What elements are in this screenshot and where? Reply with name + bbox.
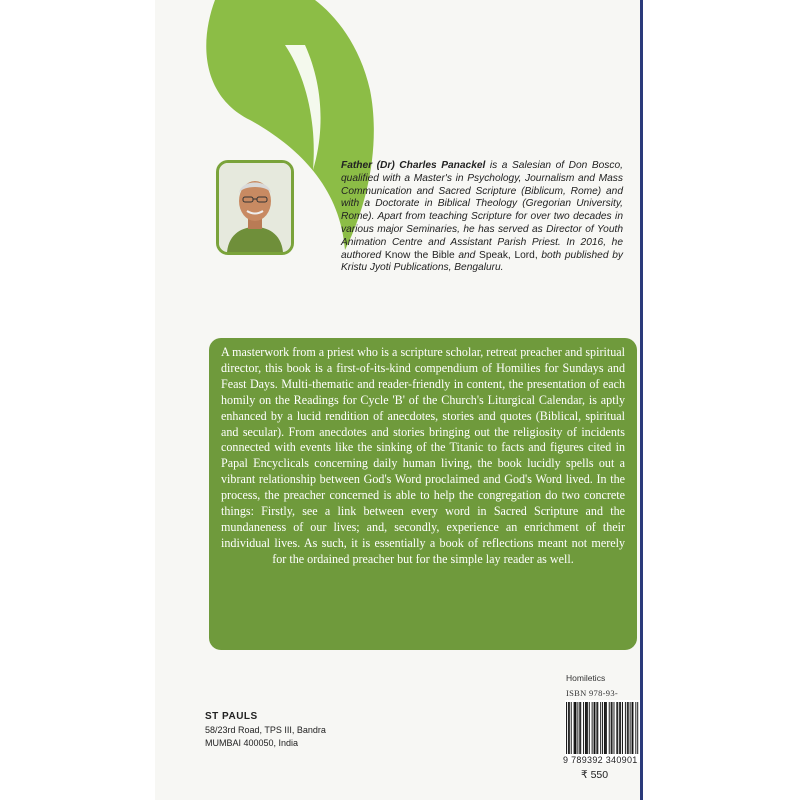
barcode-bar (576, 702, 577, 754)
barcode-bar (622, 702, 623, 754)
barcode-bar (614, 702, 615, 754)
book-category: Homiletics (566, 673, 606, 683)
bio-book-title: Know the Bible (384, 249, 455, 261)
barcode-bar (568, 702, 569, 754)
publisher-name: ST PAULS (205, 711, 258, 722)
barcode-bar (579, 702, 580, 754)
publisher-address: 58/23rd Road, TPS III, Bandra (205, 725, 326, 735)
barcode-bar (592, 702, 593, 754)
barcode-bar (616, 702, 617, 754)
barcode-bar (574, 702, 575, 754)
back-cover (155, 0, 643, 800)
publisher-info (205, 710, 326, 750)
barcode-bar (596, 702, 597, 754)
barcode-icon (565, 700, 640, 756)
barcode-bar (632, 702, 633, 754)
author-name: Father (Dr) Charles Panackel (341, 160, 486, 171)
barcode-bar (637, 702, 638, 754)
barcode-bar (586, 702, 587, 754)
barcode-bar (620, 702, 621, 754)
blurb-panel (209, 338, 637, 650)
book-blurb: A masterwork from a priest who is a scripture scholar, retreat preacher and spiritual director, this book is a first-of-its-kind compendium of Homilies for Sundays and Feast Days. Multi-thematic and reader-friendly in content, the presentation of each homily on the Readings for Cycle 'B' of the Church's Liturgical Calendar, is aptly enhanced by a lucid rendition of anecdotes, stories and quotes (Biblical, spiritual and secular). From anecdotes and stories bringing out the religiosity of incidents connected with events like the sinking of the Titanic to facts and figures cited in Papal Encyclicals concerning daily human living, the book lucidly spells out a vibrant relationship between God's Word proclaimed and God's Word lived. In the process, the preacher concerned is able to help the congregation do two concrete things: Firstly, see a link between every word in Sacred Scripture and the mundaneness of our lives; and, secondly, experience an enrichment of their individual lives. As such, it is essentially a book of reflections meant not merely for the ordained preacher but for the simple lay reader as well. (221, 345, 625, 566)
barcode-bar (612, 702, 613, 754)
barcode-bar (617, 702, 618, 754)
barcode-bar (585, 702, 586, 754)
barcode-bar (633, 702, 634, 754)
barcode-bar (611, 702, 612, 754)
isbn-label: ISBN 978-93- (566, 688, 619, 698)
bio-book-title: Speak, Lord, (479, 249, 538, 261)
author-photo (216, 160, 294, 255)
barcode-bar (625, 702, 626, 754)
barcode-bar (628, 702, 629, 754)
barcode-bar (566, 702, 567, 754)
publisher-city: MUMBAI 400050, India (205, 738, 299, 748)
barcode-bar (595, 702, 596, 754)
barcode-bar (606, 702, 607, 754)
barcode-bar (571, 702, 572, 754)
barcode-bar (577, 702, 578, 754)
barcode-bar (609, 702, 610, 754)
author-bio (341, 160, 623, 275)
bio-text: and (454, 249, 480, 261)
barcode-bar (604, 702, 605, 754)
barcode-bar (597, 702, 598, 754)
portrait-icon (219, 163, 291, 252)
barcode-bar (580, 702, 581, 754)
barcode-bar (600, 702, 601, 754)
barcode-bar (630, 702, 631, 754)
barcode-bar (589, 702, 590, 754)
barcode-bar (605, 702, 606, 754)
barcode-bar (575, 702, 576, 754)
bio-text: is a Salesian of Don Bosco, qualified with a Master's in Psychology, Journalism and Mass Communication and Sacred Scripture (Biblicum, Rome) and with a Doctorate in Biblical Theology (Gregorian University, Rome). Apart from teaching Scripture for over two decades in various major Seminaries, he has served as Director of Youth Animation Centre and Assistant Parish Priest. In 2016, he authored (341, 160, 623, 261)
barcode-bar (627, 702, 628, 754)
barcode-bar (619, 702, 620, 754)
barcode (565, 700, 640, 762)
barcode-bar (587, 702, 588, 754)
barcode-bar (583, 702, 584, 754)
barcode-digits: 9 789392 340901 (563, 755, 638, 765)
price: ₹ 550 (581, 769, 609, 781)
barcode-bar (602, 702, 603, 754)
barcode-bar (635, 702, 636, 754)
bio-text: both published by Kristu Jyoti Publications, Bengaluru. (341, 249, 623, 274)
barcode-bar (594, 702, 595, 754)
barcode-bar (569, 702, 570, 754)
